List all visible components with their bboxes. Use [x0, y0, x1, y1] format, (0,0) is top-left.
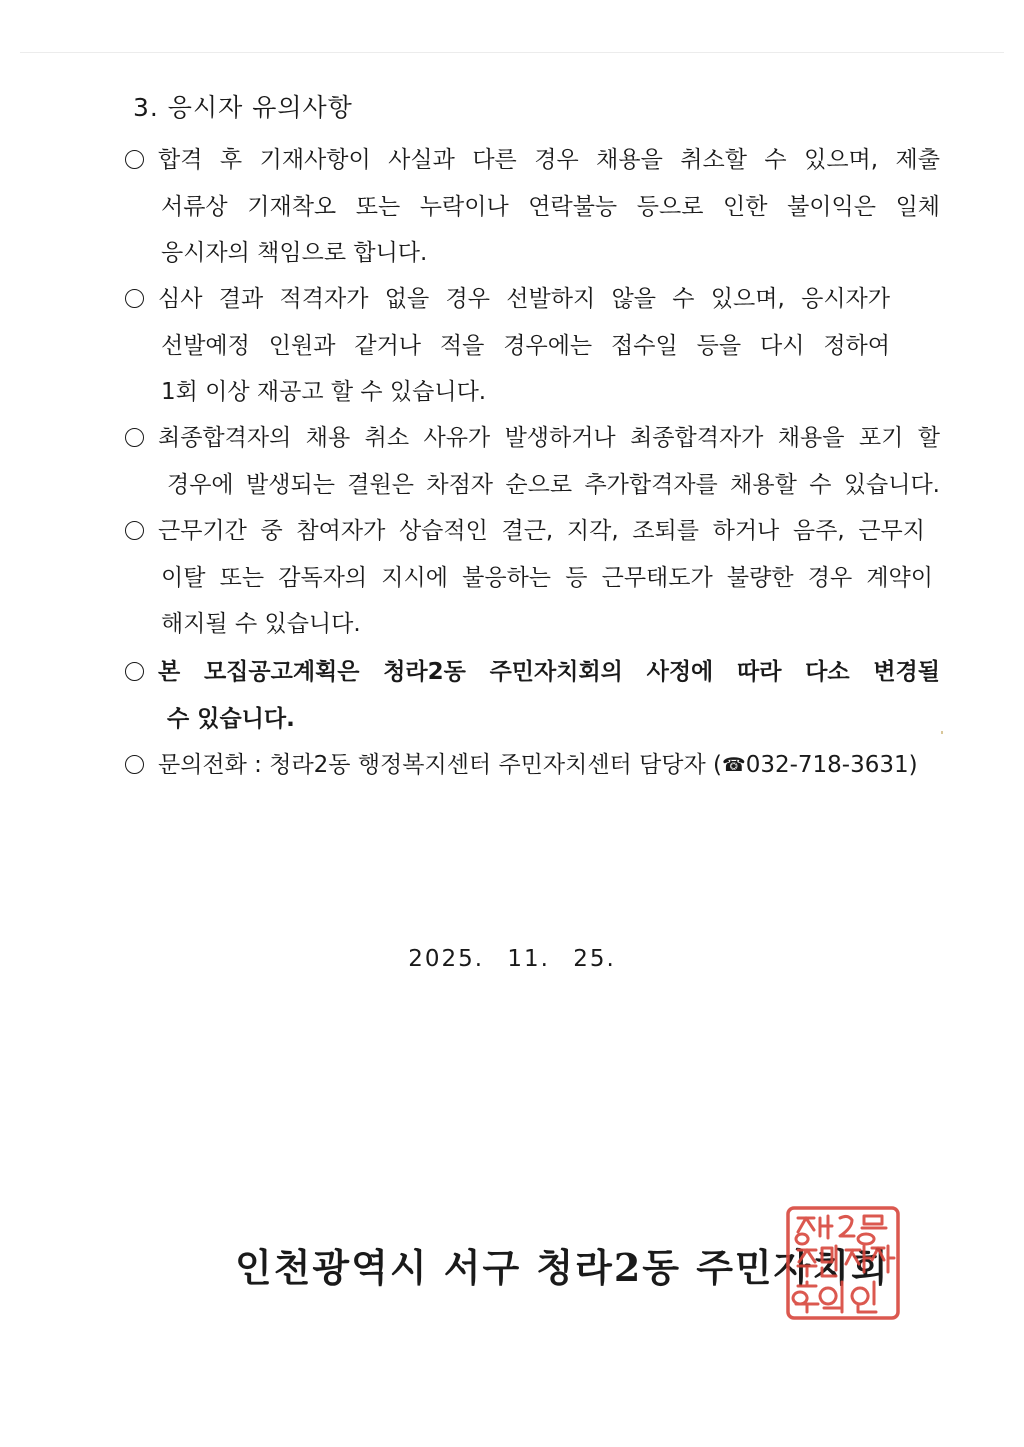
circle-bullet-icon [125, 521, 144, 540]
notice-line: 심사 결과 적격자가 없을 경우 선발하지 않을 수 있으며, 응시자가 [125, 276, 890, 323]
issuer-signature: 인천광역시 서구 청라2동 주민자치회 [235, 1245, 890, 1290]
notice-item [125, 415, 940, 508]
notice-item [125, 276, 890, 416]
notice-item-emphasis [125, 649, 940, 742]
notice-line: 근무기간 중 참여자가 상습적인 결근, 지각, 조퇴를 하거나 음주, 근무지 [125, 508, 925, 555]
notice-line: 1회 이상 재공고 할 수 있습니다. [161, 379, 487, 405]
section-heading: 3. 응시자 유의사항 [133, 93, 353, 122]
notice-line: 합격 후 기재사항이 사실과 다른 경우 채용을 취소할 수 있으며, 제출 [125, 137, 940, 184]
notice-line: 수 있습니다. [167, 705, 295, 732]
document-date: 2025. 11. 25. [408, 946, 616, 972]
notice-line: 문의전화 : 청라2동 행정복지센터 주민자치센터 담당자 (☎032-718-3631) [125, 742, 940, 789]
notice-item [125, 137, 940, 277]
page-top-rule [20, 52, 1004, 53]
seal-text: 청라2동주민자치회인 [843, 1320, 853, 1321]
circle-bullet-icon [125, 428, 144, 447]
notice-line: 해지될 수 있습니다. [161, 611, 361, 637]
circle-bullet-icon [125, 662, 144, 681]
notice-line: 이탈 또는 감독자의 지시에 불응하는 등 근무태도가 불량한 경우 계약이 [161, 564, 933, 591]
notice-line: 응시자의 책임으로 합니다. [161, 240, 428, 266]
circle-bullet-icon [125, 289, 144, 308]
circle-bullet-icon [125, 150, 144, 169]
contact-phone-number: 032-718-3631 [745, 752, 909, 778]
phone-icon: ☎ [722, 754, 746, 776]
notice-line: 경우에 발생되는 결원은 차점자 순으로 추가합격자를 채용할 수 있습니다. [167, 471, 940, 498]
scan-speck [941, 731, 943, 734]
official-seal-stamp [784, 1204, 902, 1322]
notice-item [125, 508, 933, 648]
circle-bullet-icon [125, 755, 144, 774]
notice-line: 본 모집공고계획은 청라2동 주민자치회의 사정에 따라 다소 변경될 [125, 649, 940, 696]
notice-line: 최종합격자의 채용 취소 사유가 발생하거나 최종합격자가 채용을 포기 할 [125, 415, 940, 462]
notice-line: 선발예정 인원과 같거나 적을 경우에는 접수일 등을 다시 정하여 [161, 332, 890, 359]
contact-notice [125, 742, 940, 789]
notice-line: 서류상 기재착오 또는 누락이나 연락불능 등으로 인한 불이익은 일체 [161, 193, 940, 220]
